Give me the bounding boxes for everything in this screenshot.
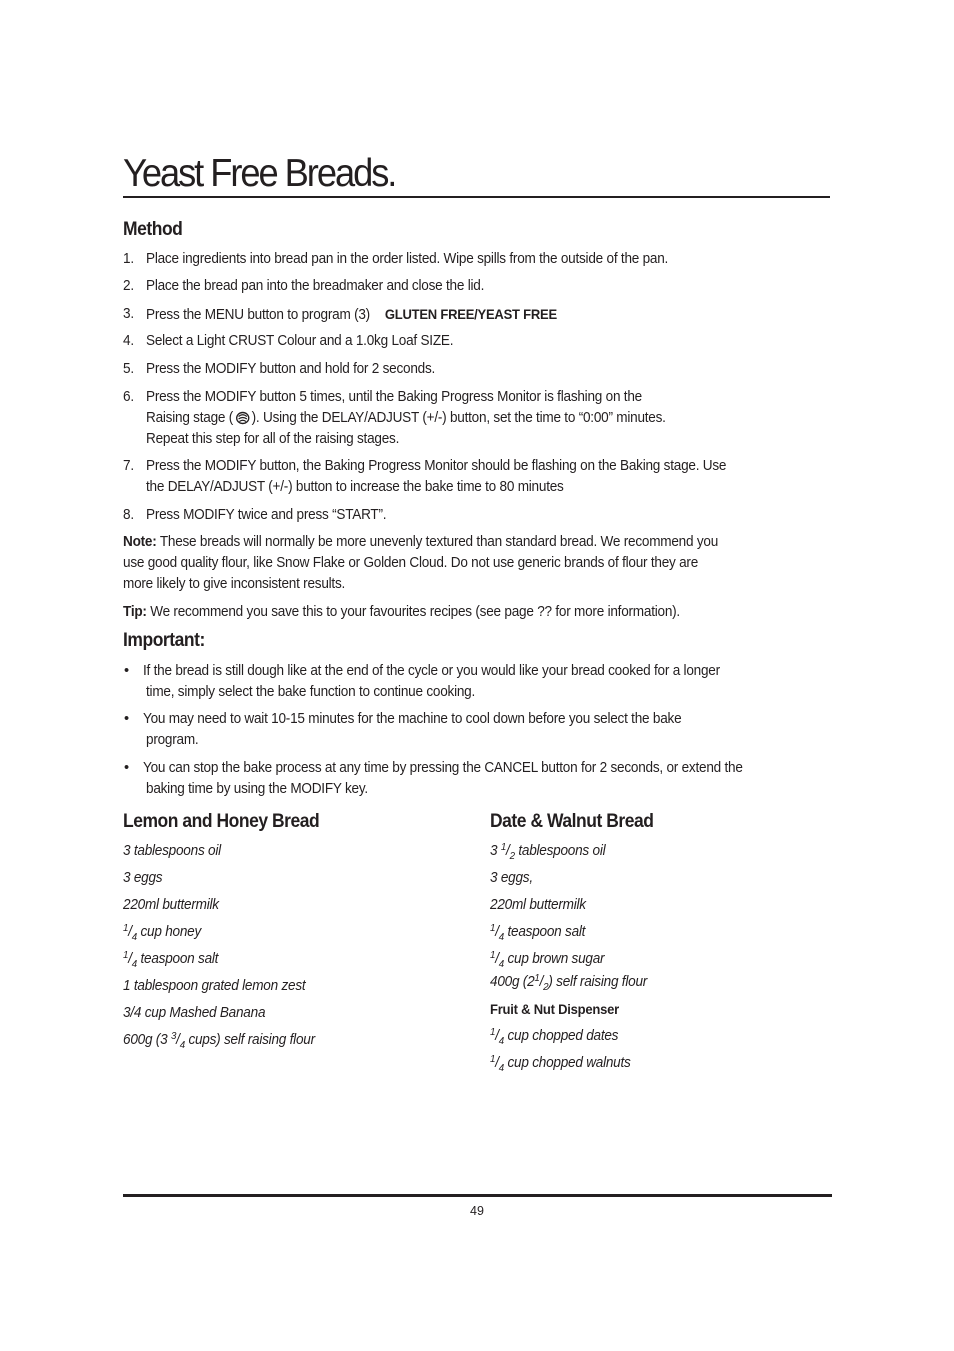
dispenser-heading: Fruit & Nut Dispenser bbox=[490, 1001, 619, 1017]
fraction-denominator: 2 bbox=[543, 981, 549, 993]
step-text-part: Raising stage ( bbox=[146, 410, 234, 426]
important-item: If the bread is still dough like at the end of the cycle or you would like your bread cooked for a longer bbox=[143, 663, 720, 679]
method-heading: Method bbox=[123, 219, 183, 240]
ingredient: 3 $^1/_2$ tablespoons oil bbox=[490, 841, 606, 862]
fraction-denominator: 4 bbox=[131, 958, 137, 970]
step-text: Press the MODIFY button, the Baking Progress Monitor should be flashing on the Baking stage. Use bbox=[146, 458, 727, 474]
ingredient: 600g (3 $^3/_4$ cups) self raising flour bbox=[123, 1030, 315, 1051]
ingredient-text: ) self raising flour bbox=[548, 974, 648, 990]
tip-line bbox=[123, 602, 680, 623]
fraction-denominator: 4 bbox=[179, 1039, 185, 1051]
step-text: Repeat this step for all of the raising stages. bbox=[146, 431, 400, 447]
fraction-denominator: 4 bbox=[131, 931, 137, 943]
note-label: Note: bbox=[123, 534, 157, 550]
ingredient-text: cup honey bbox=[136, 924, 202, 940]
note-line: more likely to give inconsistent results. bbox=[123, 576, 346, 592]
fraction-numerator: 1 bbox=[490, 1053, 496, 1065]
ingredient: 220ml buttermilk bbox=[490, 897, 586, 913]
tip-text: We recommend you save this to your favourites recipes (see page ?? for more information). bbox=[146, 604, 680, 620]
step-text: Press MODIFY twice and press “START”. bbox=[146, 507, 387, 523]
ingredient: $^1/_4$ cup chopped walnuts bbox=[490, 1053, 631, 1074]
ingredient: $^1/_4$ teaspoon salt bbox=[490, 922, 586, 943]
fraction-numerator: 1 bbox=[123, 922, 129, 934]
step-text: Press the MODIFY button 5 times, until the Baking Progress Monitor is flashing on the bbox=[146, 389, 642, 405]
fraction-numerator: 1 bbox=[490, 922, 496, 934]
ingredient: 3 eggs, bbox=[490, 870, 533, 886]
note-line: use good quality flour, like Snow Flake or Golden Cloud. Do not use generic brands of flour they are bbox=[123, 555, 699, 571]
tip-label: Tip: bbox=[123, 604, 147, 620]
step-text bbox=[146, 408, 666, 429]
note-line bbox=[123, 532, 718, 553]
step-text: Select a Light CRUST Colour and a 1.0kg Loaf SIZE. bbox=[146, 333, 454, 349]
ingredient-text: teaspoon salt bbox=[136, 951, 219, 967]
ingredient-text: teaspoon salt bbox=[503, 924, 586, 940]
page-title: Yeast Free Breads. bbox=[123, 152, 396, 195]
note-text: These breads will normally be more unevenly textured than standard bread. We recommend you bbox=[156, 534, 719, 550]
ingredient: 3/4 cup Mashed Banana bbox=[123, 1005, 266, 1021]
ingredient-prefix: 600g (3 bbox=[123, 1032, 171, 1048]
raising-stage-icon bbox=[235, 409, 250, 425]
important-item: You can stop the bake process at any time by pressing the CANCEL button for 2 seconds, or extend the bbox=[143, 760, 743, 776]
fraction-numerator: 1 bbox=[500, 841, 507, 853]
fraction-denominator: 4 bbox=[498, 931, 504, 943]
step-text-part: ). Using the DELAY/ADJUST (+/-) button, set the time to “0:00” minutes. bbox=[251, 410, 666, 426]
bullet: • bbox=[124, 711, 130, 727]
fraction-denominator: 4 bbox=[498, 1062, 504, 1074]
step-number: 2. bbox=[123, 278, 134, 294]
fraction-denominator: 2 bbox=[509, 850, 515, 862]
step-text-main: Press the MENU button to program (3) bbox=[146, 307, 370, 323]
ingredient: 220ml buttermilk bbox=[123, 897, 219, 913]
ingredient: 400g $(2^1/_2)$ self raising flour bbox=[490, 972, 648, 993]
bullet: • bbox=[124, 760, 130, 776]
step-text bbox=[146, 304, 557, 326]
title-underline bbox=[123, 196, 830, 198]
step-number: 5. bbox=[123, 361, 134, 377]
ingredient: 3 eggs bbox=[123, 870, 163, 886]
ingredient-text: tablespoons oil bbox=[514, 843, 606, 859]
fraction-numerator: 1 bbox=[490, 1026, 496, 1038]
step-number: 7. bbox=[123, 458, 134, 474]
fraction-numerator: 1 bbox=[490, 949, 496, 961]
ingredient-prefix: 3 bbox=[490, 843, 501, 859]
program-name: GLUTEN FREE/YEAST FREE bbox=[384, 306, 557, 322]
step-number: 8. bbox=[123, 507, 134, 523]
step-number: 6. bbox=[123, 389, 134, 405]
ingredient-text: cup brown sugar bbox=[503, 951, 605, 967]
step-text: the DELAY/ADJUST (+/-) button to increase the bake time to 80 minutes bbox=[146, 479, 564, 495]
ingredient-prefix: 400g (2 bbox=[490, 974, 535, 990]
ingredient-text: cups) self raising flour bbox=[184, 1032, 315, 1048]
step-number: 1. bbox=[123, 251, 134, 267]
lemon-honey-heading: Lemon and Honey Bread bbox=[123, 811, 320, 832]
fraction-numerator: 3 bbox=[170, 1030, 177, 1042]
ingredient: $^1/_4$ cup honey bbox=[123, 922, 202, 943]
page-number: 49 bbox=[470, 1204, 484, 1218]
important-item: program. bbox=[146, 732, 199, 748]
fraction-numerator: 1 bbox=[534, 972, 540, 984]
step-text: Place ingredients into bread pan in the order listed. Wipe spills from the outside of the pan. bbox=[146, 251, 669, 267]
important-item: You may need to wait 10-15 minutes for the machine to cool down before you select the bake bbox=[143, 711, 682, 727]
ingredient-text: cup chopped walnuts bbox=[503, 1055, 631, 1071]
date-walnut-heading: Date & Walnut Bread bbox=[490, 811, 654, 832]
step-number: 3. bbox=[123, 306, 134, 322]
fraction-denominator: 4 bbox=[498, 1035, 504, 1047]
ingredient-text: cup chopped dates bbox=[503, 1028, 619, 1044]
ingredient: $^1/_4$ cup chopped dates bbox=[490, 1026, 619, 1047]
important-item: time, simply select the bake function to continue cooking. bbox=[146, 684, 476, 700]
important-item: baking time by using the MODIFY key. bbox=[146, 781, 368, 797]
ingredient: $^1/_4$ teaspoon salt bbox=[123, 949, 219, 970]
important-heading: Important: bbox=[123, 630, 205, 651]
ingredient: 3 tablespoons oil bbox=[123, 843, 221, 859]
step-text: Press the MODIFY button and hold for 2 seconds. bbox=[146, 361, 436, 377]
fraction-numerator: 1 bbox=[123, 949, 129, 961]
bullet: • bbox=[124, 663, 130, 679]
ingredient: 1 tablespoon grated lemon zest bbox=[123, 978, 306, 994]
footer-rule bbox=[123, 1194, 832, 1197]
step-number: 4. bbox=[123, 333, 134, 349]
ingredient: $^1/_4$ cup brown sugar bbox=[490, 949, 605, 970]
fraction-denominator: 4 bbox=[498, 958, 504, 970]
step-text: Place the bread pan into the breadmaker and close the lid. bbox=[146, 278, 485, 294]
